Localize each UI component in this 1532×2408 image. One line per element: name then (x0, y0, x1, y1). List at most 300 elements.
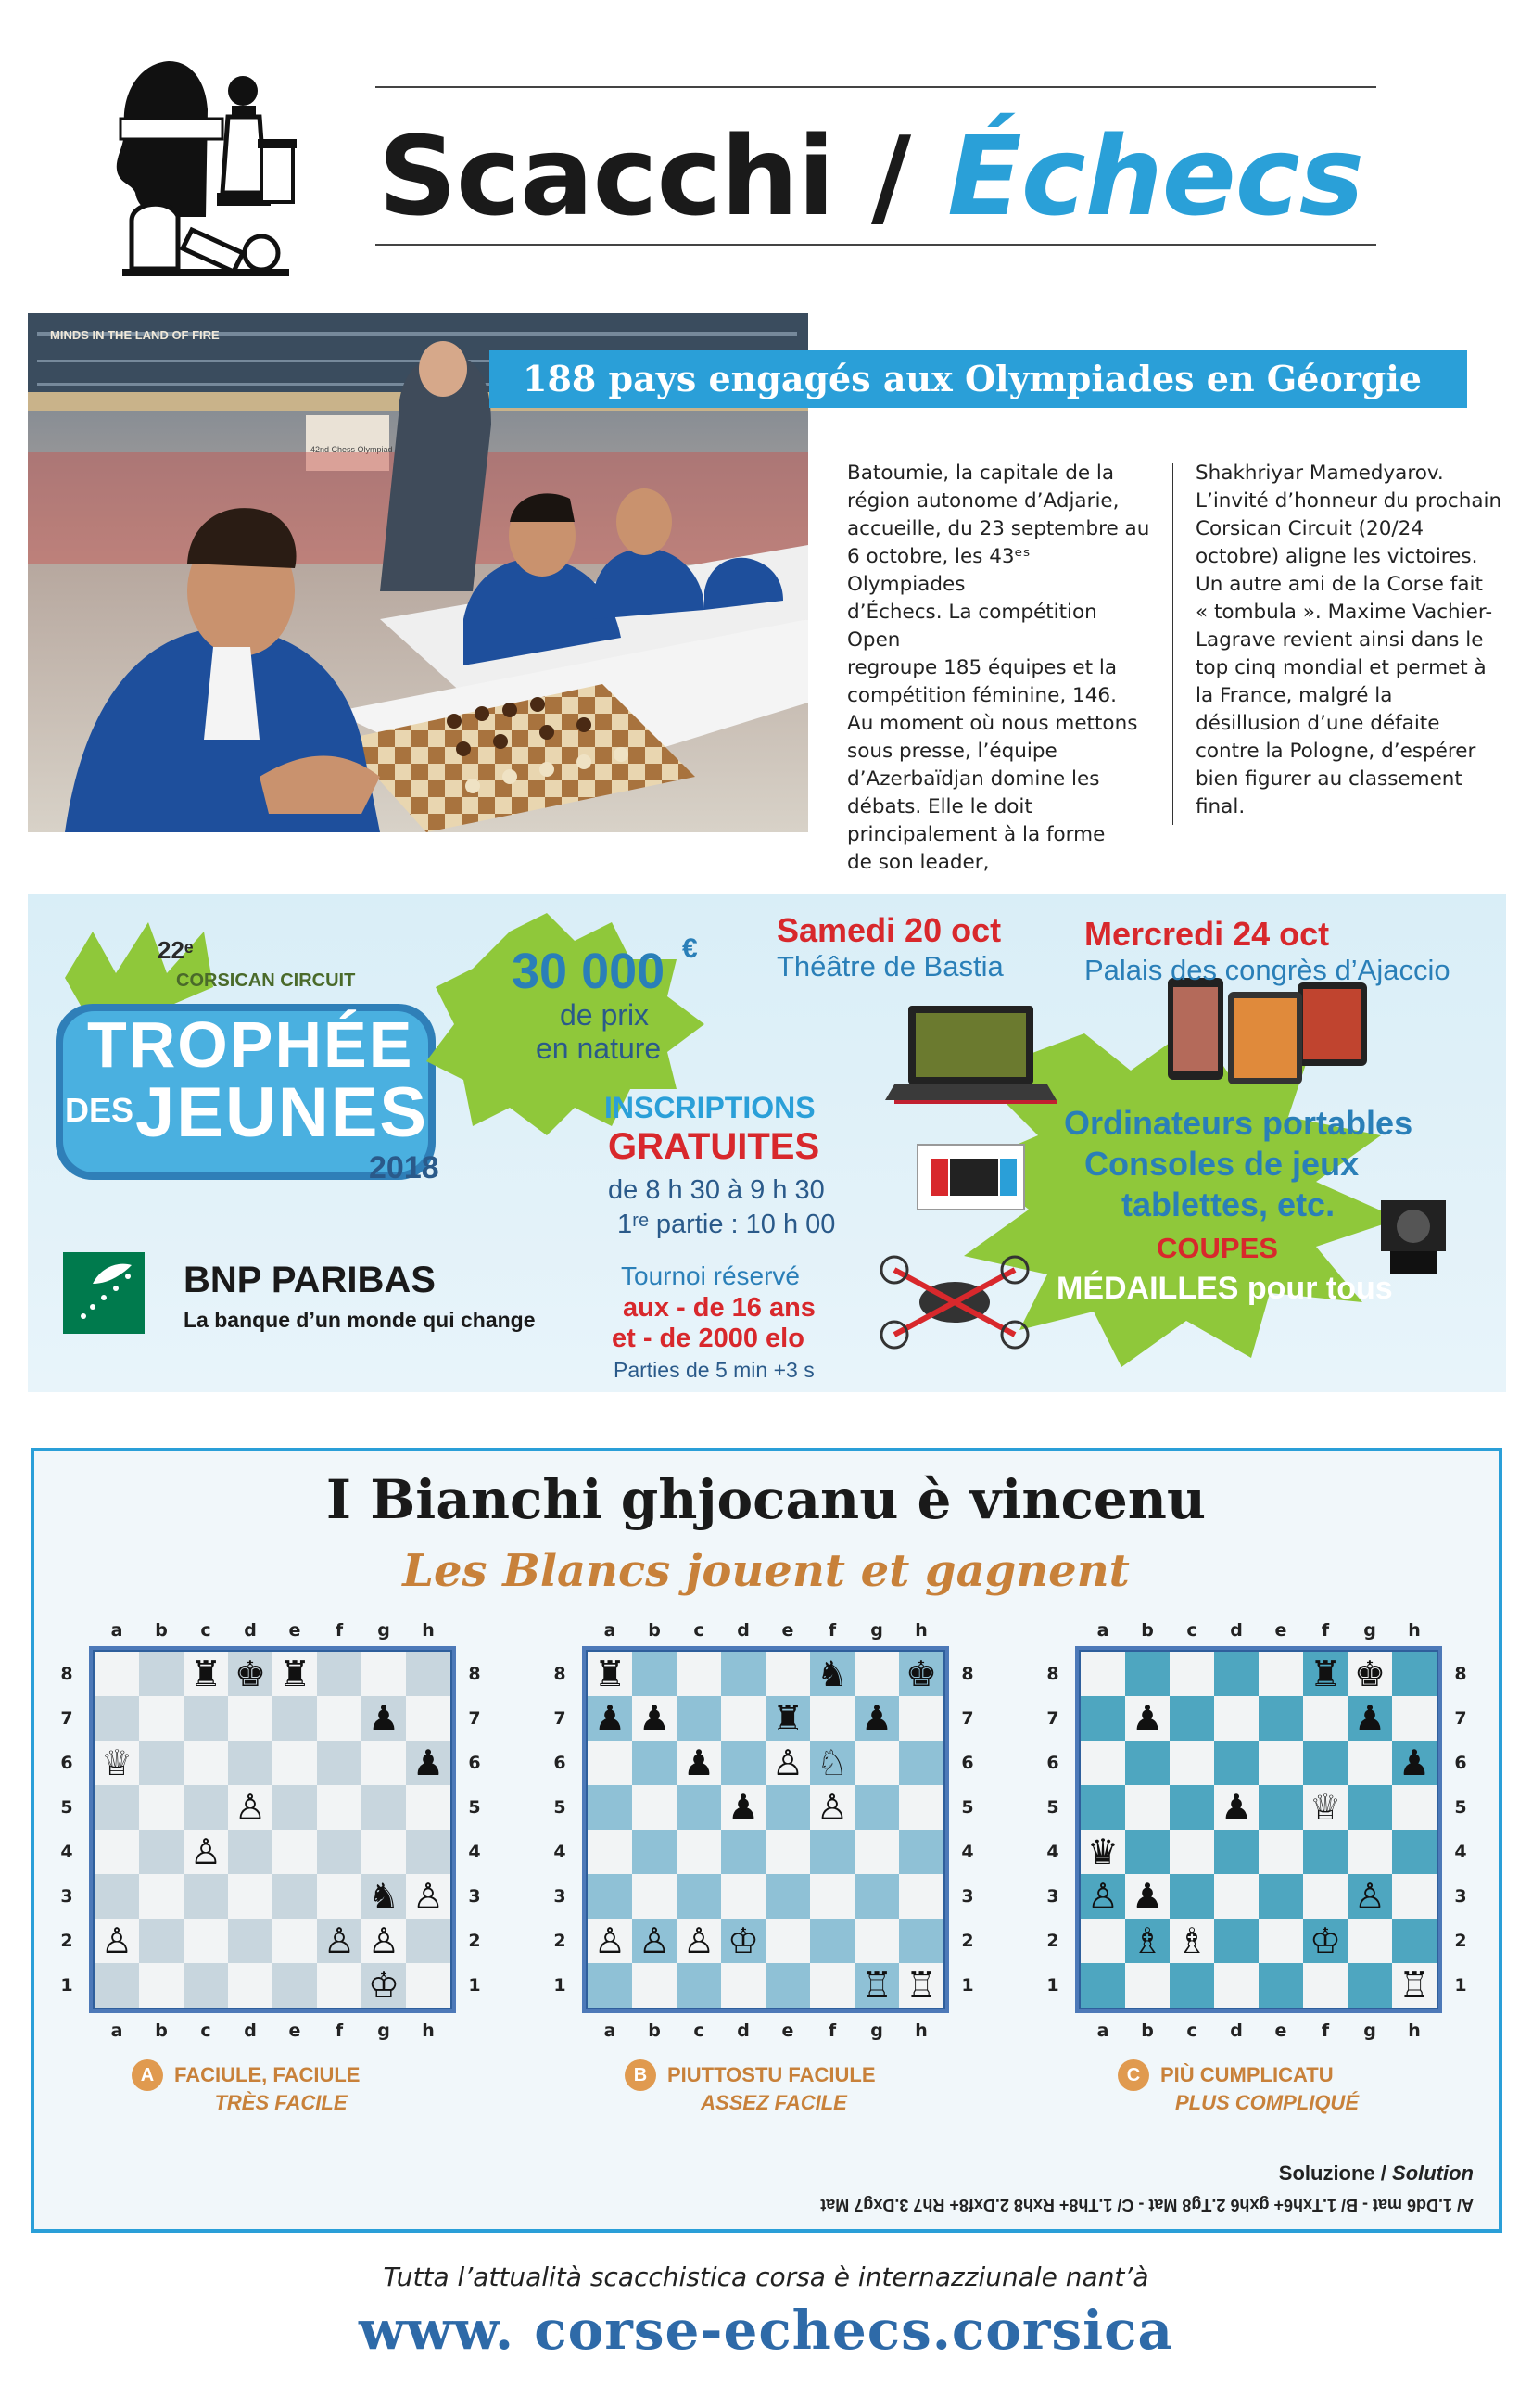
rank-label: 4 (60, 1842, 73, 1862)
trophee-des-jeunes-banner (28, 894, 1506, 1392)
piece-d5: ♙ (234, 1787, 267, 1828)
piece-h1: ♖ (905, 1965, 938, 2006)
square-d1 (228, 1963, 272, 2008)
article-line: principalement à la forme (847, 823, 1106, 846)
banner-year: 2018 (369, 1150, 439, 1185)
article-line: d’Échecs. La compétition Open (847, 601, 1097, 652)
rank-label: 2 (1046, 1931, 1059, 1951)
piece-h6: ♟ (1398, 1743, 1431, 1783)
file-label: c (1186, 2021, 1197, 2041)
date-ajaccio: Mercredi 24 oct (1084, 915, 1330, 953)
file-label: d (244, 1620, 257, 1641)
rank-label: 1 (961, 1975, 974, 1996)
reserve-line4: Parties de 5 min +3 s (614, 1358, 815, 1382)
square-e5 (766, 1785, 810, 1830)
article-line: Batoumie, la capitale de la (847, 462, 1115, 485)
square-a8 (1081, 1652, 1125, 1696)
article-line: L’invité d’honneur du prochain (1196, 489, 1502, 513)
rank-label: 7 (1046, 1708, 1059, 1729)
difficulty-badge: C (1118, 2059, 1149, 2091)
rank-label: 8 (961, 1664, 974, 1684)
banner-des: DES (65, 1091, 134, 1129)
square-g4 (855, 1830, 899, 1874)
piece-a6: ♕ (100, 1743, 133, 1783)
square-d7 (1214, 1696, 1259, 1741)
square-a4 (588, 1830, 632, 1874)
square-b6 (632, 1741, 677, 1785)
piece-a2: ♙ (100, 1920, 133, 1961)
piece-h3: ♙ (411, 1876, 445, 1917)
square-d6 (1214, 1741, 1259, 1785)
piece-a3: ♙ (1086, 1876, 1120, 1917)
square-g4 (1348, 1830, 1392, 1874)
square-a6 (588, 1741, 632, 1785)
square-g5 (1348, 1785, 1392, 1830)
footer-url[interactable]: www. corse-echecs.corsica (358, 2299, 1174, 2362)
square-d3 (228, 1874, 272, 1919)
square-b5 (1125, 1785, 1170, 1830)
piece-g1: ♖ (860, 1965, 893, 2006)
rank-label: 2 (1454, 1931, 1467, 1951)
rank-label: 1 (1046, 1975, 1059, 1996)
square-d7 (721, 1696, 766, 1741)
square-d8 (1214, 1652, 1259, 1696)
square-a2 (1081, 1919, 1125, 1963)
title-accent: Échecs (947, 112, 1363, 240)
square-g4 (361, 1830, 406, 1874)
difficulty-label-fr: TRÈS FACILE (214, 2091, 348, 2114)
square-e4 (272, 1830, 317, 1874)
column-separator (1172, 463, 1173, 825)
square-f2 (810, 1919, 855, 1963)
article-line: de son leader, (847, 851, 990, 874)
square-a7 (1081, 1696, 1125, 1741)
file-label: c (693, 2021, 704, 2041)
piece-f5: ♙ (816, 1787, 849, 1828)
square-e8 (1259, 1652, 1303, 1696)
difficulty-label-co: FACIULE, FACIULE (174, 2063, 361, 2086)
square-d4 (721, 1830, 766, 1874)
article-line: contre la Pologne, d’espérer (1196, 740, 1476, 763)
solution-label (1168, 2161, 1474, 2186)
file-label: d (737, 2021, 750, 2041)
file-label: b (648, 1620, 661, 1641)
file-label: h (915, 1620, 928, 1641)
square-f4 (1303, 1830, 1348, 1874)
date-bastia: Samedi 20 oct (777, 911, 1002, 949)
solution-label-fr: Solution (1392, 2161, 1474, 2185)
square-e2 (272, 1919, 317, 1963)
square-h2 (1392, 1919, 1437, 1963)
square-h7 (899, 1696, 943, 1741)
square-e8 (766, 1652, 810, 1696)
square-b4 (632, 1830, 677, 1874)
rank-label: 7 (553, 1708, 566, 1729)
square-a1 (95, 1963, 139, 2008)
square-b7 (139, 1696, 184, 1741)
square-d4 (228, 1830, 272, 1874)
article-line: 6 octobre, les 43ᵉˢ Olympiades (847, 545, 1031, 596)
reserve-line2: aux - de 16 ans (623, 1293, 816, 1323)
file-label: h (1408, 1620, 1421, 1641)
title-main: Scacchi / (378, 112, 948, 240)
square-e6 (1259, 1741, 1303, 1785)
square-c4 (1170, 1830, 1214, 1874)
square-c2 (184, 1919, 228, 1963)
difficulty-label-fr: PLUS COMPLIQUÉ (1174, 2091, 1359, 2114)
square-h7 (1392, 1696, 1437, 1741)
piece-g1: ♔ (367, 1965, 400, 2006)
venue-bastia: Théâtre de Bastia (777, 950, 1004, 982)
rank-label: 5 (1046, 1797, 1059, 1818)
rank-label: 8 (553, 1664, 566, 1684)
square-h5 (899, 1785, 943, 1830)
file-label: g (870, 2021, 883, 2041)
square-f3 (317, 1874, 361, 1919)
rank-label: 3 (1046, 1886, 1059, 1907)
square-a5 (1081, 1785, 1125, 1830)
gift-line4: COUPES (1157, 1232, 1278, 1264)
gift-line3: tablettes, etc. (1121, 1185, 1336, 1223)
rank-label: 4 (553, 1842, 566, 1862)
article-line: désillusion d’une défaite (1196, 712, 1440, 735)
square-f3 (810, 1874, 855, 1919)
square-e2 (766, 1919, 810, 1963)
piece-b2: ♗ (1131, 1920, 1164, 1961)
file-label: f (335, 1620, 344, 1641)
difficulty-badge: A (132, 2059, 163, 2091)
article-line: Corsican Circuit (20/24 (1196, 517, 1424, 540)
banner-edition: 22ᵉ (158, 936, 194, 964)
rank-label: 4 (1454, 1842, 1467, 1862)
square-g6 (361, 1741, 406, 1785)
square-g2 (855, 1919, 899, 1963)
rank-label: 3 (468, 1886, 481, 1907)
square-g8 (855, 1652, 899, 1696)
file-label: c (200, 2021, 211, 2041)
square-e1 (272, 1963, 317, 2008)
puzzle-c (1044, 1615, 1507, 2114)
square-h7 (406, 1696, 450, 1741)
square-e4 (766, 1830, 810, 1874)
file-label: g (377, 2021, 390, 2041)
difficulty-label-co: PIÙ CUMPLICATU (1160, 2063, 1334, 2086)
article-line: « tombula ». Maxime Vachier- (1196, 601, 1493, 624)
gift-line1: Ordinateurs portables (1064, 1104, 1413, 1142)
square-h1 (406, 1963, 450, 2008)
square-a7 (95, 1696, 139, 1741)
square-f7 (1303, 1696, 1348, 1741)
piece-h1: ♖ (1398, 1965, 1431, 2006)
venue-ajaccio: Palais des congrès d’Ajaccio (1084, 954, 1450, 986)
piece-a2: ♙ (593, 1920, 627, 1961)
square-b3 (632, 1874, 677, 1919)
piece-a4: ♛ (1086, 1831, 1120, 1872)
article-line: bien figurer au classement (1196, 767, 1462, 791)
square-c7 (677, 1696, 721, 1741)
piece-e8: ♜ (278, 1654, 311, 1694)
square-e3 (766, 1874, 810, 1919)
gift-line2: Consoles de jeux (1084, 1145, 1360, 1183)
square-d4 (1214, 1830, 1259, 1874)
square-c8 (1170, 1652, 1214, 1696)
rank-label: 7 (60, 1708, 73, 1729)
square-d1 (721, 1963, 766, 2008)
square-g6 (855, 1741, 899, 1785)
square-c5 (184, 1785, 228, 1830)
article-line: Au moment où nous mettons (847, 712, 1138, 735)
piece-b3: ♟ (1131, 1876, 1164, 1917)
file-label: h (915, 2021, 928, 2041)
file-label: a (1096, 1620, 1109, 1641)
article-column-2 (1196, 460, 1511, 821)
square-e1 (1259, 1963, 1303, 2008)
square-h2 (406, 1919, 450, 1963)
rank-label: 6 (961, 1753, 974, 1773)
rank-label: 1 (60, 1975, 73, 1996)
square-g8 (361, 1652, 406, 1696)
square-g5 (855, 1785, 899, 1830)
square-c1 (677, 1963, 721, 2008)
file-label: b (1141, 2021, 1154, 2041)
rank-label: 8 (1454, 1664, 1467, 1684)
square-a3 (95, 1874, 139, 1919)
corsican-chess-logo (104, 54, 322, 278)
reserve-line3: et - de 2000 elo (612, 1324, 804, 1353)
rank-label: 8 (1046, 1664, 1059, 1684)
header-rule-bottom (375, 244, 1376, 246)
photo-sign-text: 42nd Chess Olympiad (310, 445, 393, 454)
reserve-line1: Tournoi réservé (621, 1261, 800, 1290)
piece-b7: ♟ (638, 1698, 671, 1739)
piece-a7: ♟ (593, 1698, 627, 1739)
square-c5 (677, 1785, 721, 1830)
square-a1 (1081, 1963, 1125, 2008)
file-label: e (288, 1620, 301, 1641)
piece-d5: ♟ (727, 1787, 760, 1828)
square-b6 (1125, 1741, 1170, 1785)
rank-label: 7 (1454, 1708, 1467, 1729)
prize-currency: € (682, 933, 698, 964)
banner-trophee: TROPHÉE (87, 1008, 414, 1081)
rank-label: 5 (60, 1797, 73, 1818)
piece-a8: ♜ (593, 1654, 627, 1694)
square-e4 (1259, 1830, 1303, 1874)
square-c3 (677, 1874, 721, 1919)
piece-f2: ♔ (1309, 1920, 1342, 1961)
piece-f6: ♘ (816, 1743, 849, 1783)
square-b3 (139, 1874, 184, 1919)
square-d3 (721, 1874, 766, 1919)
article-line: Lagrave revient ainsi dans le (1196, 628, 1484, 652)
piece-g3: ♞ (367, 1876, 400, 1917)
time-line2: 1ʳᵉ partie : 10 h 00 (617, 1210, 836, 1239)
square-f4 (810, 1830, 855, 1874)
file-label: d (1230, 1620, 1243, 1641)
piece-f8: ♞ (816, 1654, 849, 1694)
square-c6 (1170, 1741, 1214, 1785)
article-line: octobre) aligne les victoires. (1196, 545, 1478, 568)
square-e5 (272, 1785, 317, 1830)
square-b5 (139, 1785, 184, 1830)
square-c7 (184, 1696, 228, 1741)
article-line: final. (1196, 795, 1246, 818)
file-label: h (422, 2021, 435, 2041)
article-line: Un autre ami de la Corse fait (1196, 573, 1483, 596)
article-line: compétition féminine, 146. (847, 684, 1117, 707)
file-label: f (1321, 1620, 1330, 1641)
footer-tagline: Tutta l’attualità scacchistica corsa è internazziunale nant’à (383, 2262, 1149, 2292)
article-line: sous presse, l’équipe (847, 740, 1057, 763)
square-b2 (139, 1919, 184, 1963)
square-h8 (406, 1652, 450, 1696)
piece-c4: ♙ (189, 1831, 222, 1872)
rank-label: 8 (60, 1664, 73, 1684)
file-label: b (648, 2021, 661, 2041)
puzzle-b (551, 1615, 1014, 2114)
piece-h8: ♚ (905, 1654, 938, 1694)
file-label: b (1141, 1620, 1154, 1641)
square-c6 (184, 1741, 228, 1785)
piece-b7: ♟ (1131, 1698, 1164, 1739)
square-d6 (721, 1741, 766, 1785)
piece-g2: ♙ (367, 1920, 400, 1961)
header-rule-top (375, 86, 1376, 88)
square-c1 (184, 1963, 228, 2008)
piece-f2: ♙ (323, 1920, 356, 1961)
file-label: b (155, 1620, 168, 1641)
square-a1 (588, 1963, 632, 2008)
square-c5 (1170, 1785, 1214, 1830)
piece-c2: ♗ (1175, 1920, 1209, 1961)
rank-label: 8 (468, 1664, 481, 1684)
square-b4 (139, 1830, 184, 1874)
square-e5 (1259, 1785, 1303, 1830)
square-h3 (1392, 1874, 1437, 1919)
square-a4 (95, 1830, 139, 1874)
rank-label: 3 (961, 1886, 974, 1907)
square-d3 (1214, 1874, 1259, 1919)
square-d1 (1214, 1963, 1259, 2008)
piece-h6: ♟ (411, 1743, 445, 1783)
article-line: débats. Elle le doit (847, 795, 1032, 818)
file-label: d (737, 1620, 750, 1641)
square-e7 (272, 1696, 317, 1741)
square-e7 (1259, 1696, 1303, 1741)
piece-f5: ♕ (1309, 1787, 1342, 1828)
square-h4 (406, 1830, 450, 1874)
square-g2 (1348, 1919, 1392, 1963)
file-label: c (200, 1620, 211, 1641)
square-f5 (317, 1785, 361, 1830)
square-a3 (588, 1874, 632, 1919)
piece-e6: ♙ (771, 1743, 804, 1783)
time-line1: de 8 h 30 à 9 h 30 (608, 1175, 825, 1205)
puzzle-title-french: Les Blancs jouent et gagnent (402, 1545, 1130, 1597)
square-e2 (1259, 1919, 1303, 1963)
article-line: top cinq mondial et permet à (1196, 656, 1487, 679)
file-label: e (1274, 2021, 1287, 2041)
rank-label: 6 (1046, 1753, 1059, 1773)
article-line: région autonome d’Adjarie, (847, 489, 1120, 513)
file-label: c (1186, 1620, 1197, 1641)
prize-line1: de prix (560, 998, 650, 1032)
square-f3 (1303, 1874, 1348, 1919)
rank-label: 5 (961, 1797, 974, 1818)
rank-label: 4 (468, 1842, 481, 1862)
rank-label: 1 (468, 1975, 481, 1996)
rank-label: 2 (961, 1931, 974, 1951)
solution-label-co: Soluzione / (1278, 2161, 1393, 2185)
square-e6 (272, 1741, 317, 1785)
square-f8 (317, 1652, 361, 1696)
file-label: c (693, 1620, 704, 1641)
rank-label: 3 (553, 1886, 566, 1907)
square-b8 (1125, 1652, 1170, 1696)
file-label: h (422, 1620, 435, 1641)
article-column-1 (847, 460, 1153, 877)
inscriptions: INSCRIPTIONS (604, 1091, 816, 1124)
square-f1 (810, 1963, 855, 2008)
piece-c2: ♙ (682, 1920, 715, 1961)
piece-e7: ♜ (771, 1698, 804, 1739)
square-f6 (1303, 1741, 1348, 1785)
file-label: e (1274, 1620, 1287, 1641)
square-d7 (228, 1696, 272, 1741)
square-e1 (766, 1963, 810, 2008)
square-a5 (588, 1785, 632, 1830)
rank-label: 2 (60, 1931, 73, 1951)
rank-label: 6 (60, 1753, 73, 1773)
square-c1 (1170, 1963, 1214, 2008)
piece-d2: ♔ (727, 1920, 760, 1961)
square-c3 (1170, 1874, 1214, 1919)
rank-label: 5 (553, 1797, 566, 1818)
article-line: la France, malgré la (1196, 684, 1393, 707)
file-label: g (1363, 2021, 1376, 2041)
square-b8 (632, 1652, 677, 1696)
rank-label: 4 (961, 1842, 974, 1862)
piece-g3: ♙ (1353, 1876, 1386, 1917)
piece-f8: ♜ (1309, 1654, 1342, 1694)
rank-label: 1 (1454, 1975, 1467, 1996)
puzzle-a (57, 1615, 521, 2114)
article-line: regroupe 185 équipes et la (847, 656, 1117, 679)
page-title (378, 102, 1398, 250)
piece-b2: ♙ (638, 1920, 671, 1961)
file-label: b (155, 2021, 168, 2041)
file-label: f (335, 2021, 344, 2041)
file-label: g (870, 1620, 883, 1641)
square-d6 (228, 1741, 272, 1785)
puzzle-title-corsican: I Bianchi ghjocanu è vincenu (325, 1468, 1207, 1531)
file-label: g (377, 1620, 390, 1641)
square-b1 (139, 1963, 184, 2008)
square-g1 (1348, 1963, 1392, 2008)
gift-line5: MÉDAILLES pour tous (1057, 1271, 1393, 1306)
article-headline: 188 pays engagés aux Olympiades en Géorgie (489, 350, 1467, 408)
file-label: h (1408, 2021, 1421, 2041)
file-label: e (781, 1620, 794, 1641)
square-b4 (1125, 1830, 1170, 1874)
prize-amount: 30 000 (512, 944, 665, 999)
piece-d5: ♟ (1220, 1787, 1253, 1828)
article-line: accueille, du 23 septembre au (847, 517, 1150, 540)
square-b1 (632, 1963, 677, 2008)
rank-label: 7 (468, 1708, 481, 1729)
file-label: a (1096, 2021, 1109, 2041)
rank-label: 3 (60, 1886, 73, 1907)
